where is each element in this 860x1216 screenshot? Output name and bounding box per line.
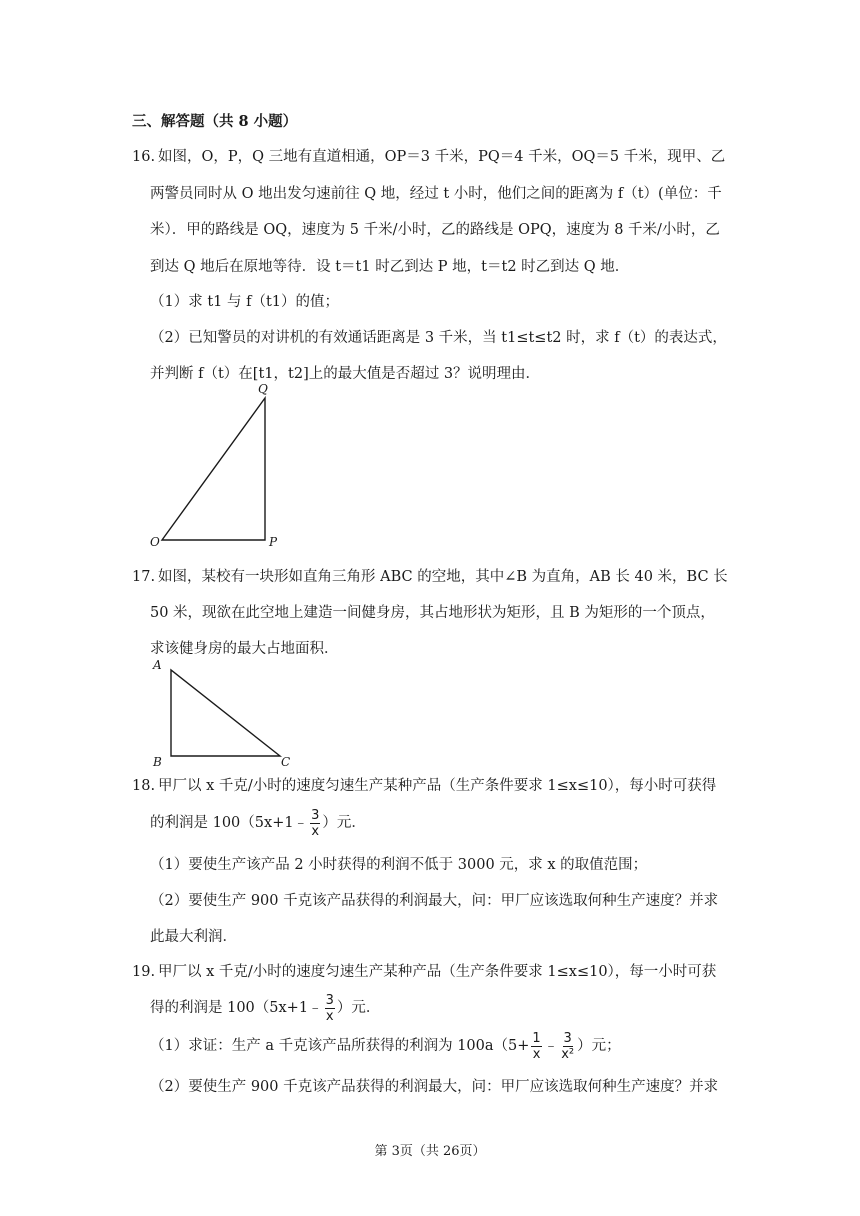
q16-sub2-line-2: 并判断 f（t）在[t1，t2]上的最大值是否超过 3？说明理由． [150, 366, 541, 382]
q19-line-2-post: ）元． [336, 1000, 381, 1016]
q19-sub1 [150, 1028, 621, 1064]
q19-sub1-frac1-numerator: 1 [532, 1030, 541, 1046]
q19-sub1-pre: （1）求证：生产 a 千克该产品所获得的利润为 100a（5+ [150, 1038, 530, 1054]
q16-sub2-line-1: （2）已知警员的对讲机的有效通话距离是 3 千米，当 t1≤t≤t2 时，求 f（t）的表达式， [150, 330, 727, 346]
q16-line-2: 两警员同时从 O 地出发匀速前往 Q 地，经过 t 小时，他们之间的距离为 f（t）(单位：千 [150, 186, 722, 202]
q17-line-2: 50 米，现欲在此空地上建造一间健身房，其占地形状为矩形，且 B 为矩形的一个顶点， [150, 605, 715, 621]
q18-line-2-pre: 的利润是 100（5x+1﹣ [150, 815, 309, 831]
q19-fraction [325, 993, 335, 1024]
q18-sub2-line-1: （2）要使生产 900 千克该产品获得的利润最大，问：甲厂应该选取何种生产速度？并求 [150, 893, 719, 909]
q17-line-1: 如图，某校有一块形如直角三角形 ABC 的空地，其中∠B 为直角，AB 长 40 米，BC 长 [158, 569, 728, 585]
page-footer: 第 3页（共 26页） [374, 1144, 486, 1159]
q19-sub1-fraction-2 [560, 1031, 575, 1062]
q17-line-3: 求该健身房的最大占地面积． [150, 641, 339, 657]
q19-frac-denominator: x [325, 1008, 334, 1024]
q19-line-1: 甲厂以 x 千克/小时的速度匀速生产某种产品（生产条件要求 1≤x≤10），每一小时可获 [158, 964, 717, 980]
q17-label-c: C [281, 755, 291, 769]
q19-sub1-fraction-1 [531, 1031, 541, 1062]
q16-label-q: Q [258, 382, 268, 396]
q16-sub1: （1）求 t1 与 f（t1）的值； [150, 294, 340, 310]
q16-label-p: P [269, 535, 278, 549]
q19-sub1-frac2-denominator: x² [561, 1046, 575, 1062]
q16-line-3: 米）．甲的路线是 OQ，速度为 5 千米/小时，乙的路线是 OPQ，速度为 8 千米/小时，乙 [150, 222, 720, 238]
q16-line-1: 如图，O，P，Q 三地有直道相通，OP＝3 千米，PQ＝4 千米，OQ＝5 千米，现甲、乙 [158, 149, 726, 165]
q18-frac-numerator: 3 [311, 807, 320, 823]
q18-number: 18. [132, 778, 156, 794]
q18-frac-denominator: x [311, 823, 320, 839]
q16-triangle-figure [140, 380, 300, 552]
q18-line-1: 甲厂以 x 千克/小时的速度匀速生产某种产品（生产条件要求 1≤x≤10），每小时可获得 [158, 778, 717, 794]
q19-line-2 [150, 990, 380, 1026]
q19-sub1-frac2-numerator: 3 [563, 1030, 572, 1046]
q18-line-2-post: ）元． [322, 815, 366, 831]
q18-sub2-line-2: 此最大利润． [150, 929, 237, 945]
q16-line-4: 到达 Q 地后在原地等待．设 t＝t1 时乙到达 P 地，t＝t2 时乙到达 Q 地． [150, 259, 630, 275]
q19-line-2-pre: 得的利润是 100（5x+1﹣ [150, 1000, 323, 1016]
q17-label-b: B [153, 755, 162, 769]
q16-label-o: O [150, 535, 160, 549]
q18-fraction [310, 808, 320, 839]
q18-line-2 [150, 805, 366, 841]
q18-sub1: （1）要使生产该产品 2 小时获得的利润不低于 3000 元，求 x 的取值范围； [150, 857, 648, 873]
q19-sub1-frac1-denominator: x [532, 1046, 541, 1062]
q19-sub1-post: ）元； [577, 1038, 621, 1054]
q19-sub2-line-1: （2）要使生产 900 千克该产品获得的利润最大，问：甲厂应该选取何种生产速度？并求 [150, 1079, 719, 1095]
q17-number: 17. [132, 569, 156, 585]
section-title: 三、解答题（共 8 小题） [132, 113, 298, 130]
q16-number: 16. [132, 149, 156, 165]
q19-frac-numerator: 3 [325, 992, 334, 1008]
q17-label-a: A [153, 658, 162, 672]
q19-number: 19. [132, 964, 156, 980]
q17-triangle-figure [145, 655, 295, 770]
q19-sub1-mid: ﹣ [543, 1038, 559, 1054]
